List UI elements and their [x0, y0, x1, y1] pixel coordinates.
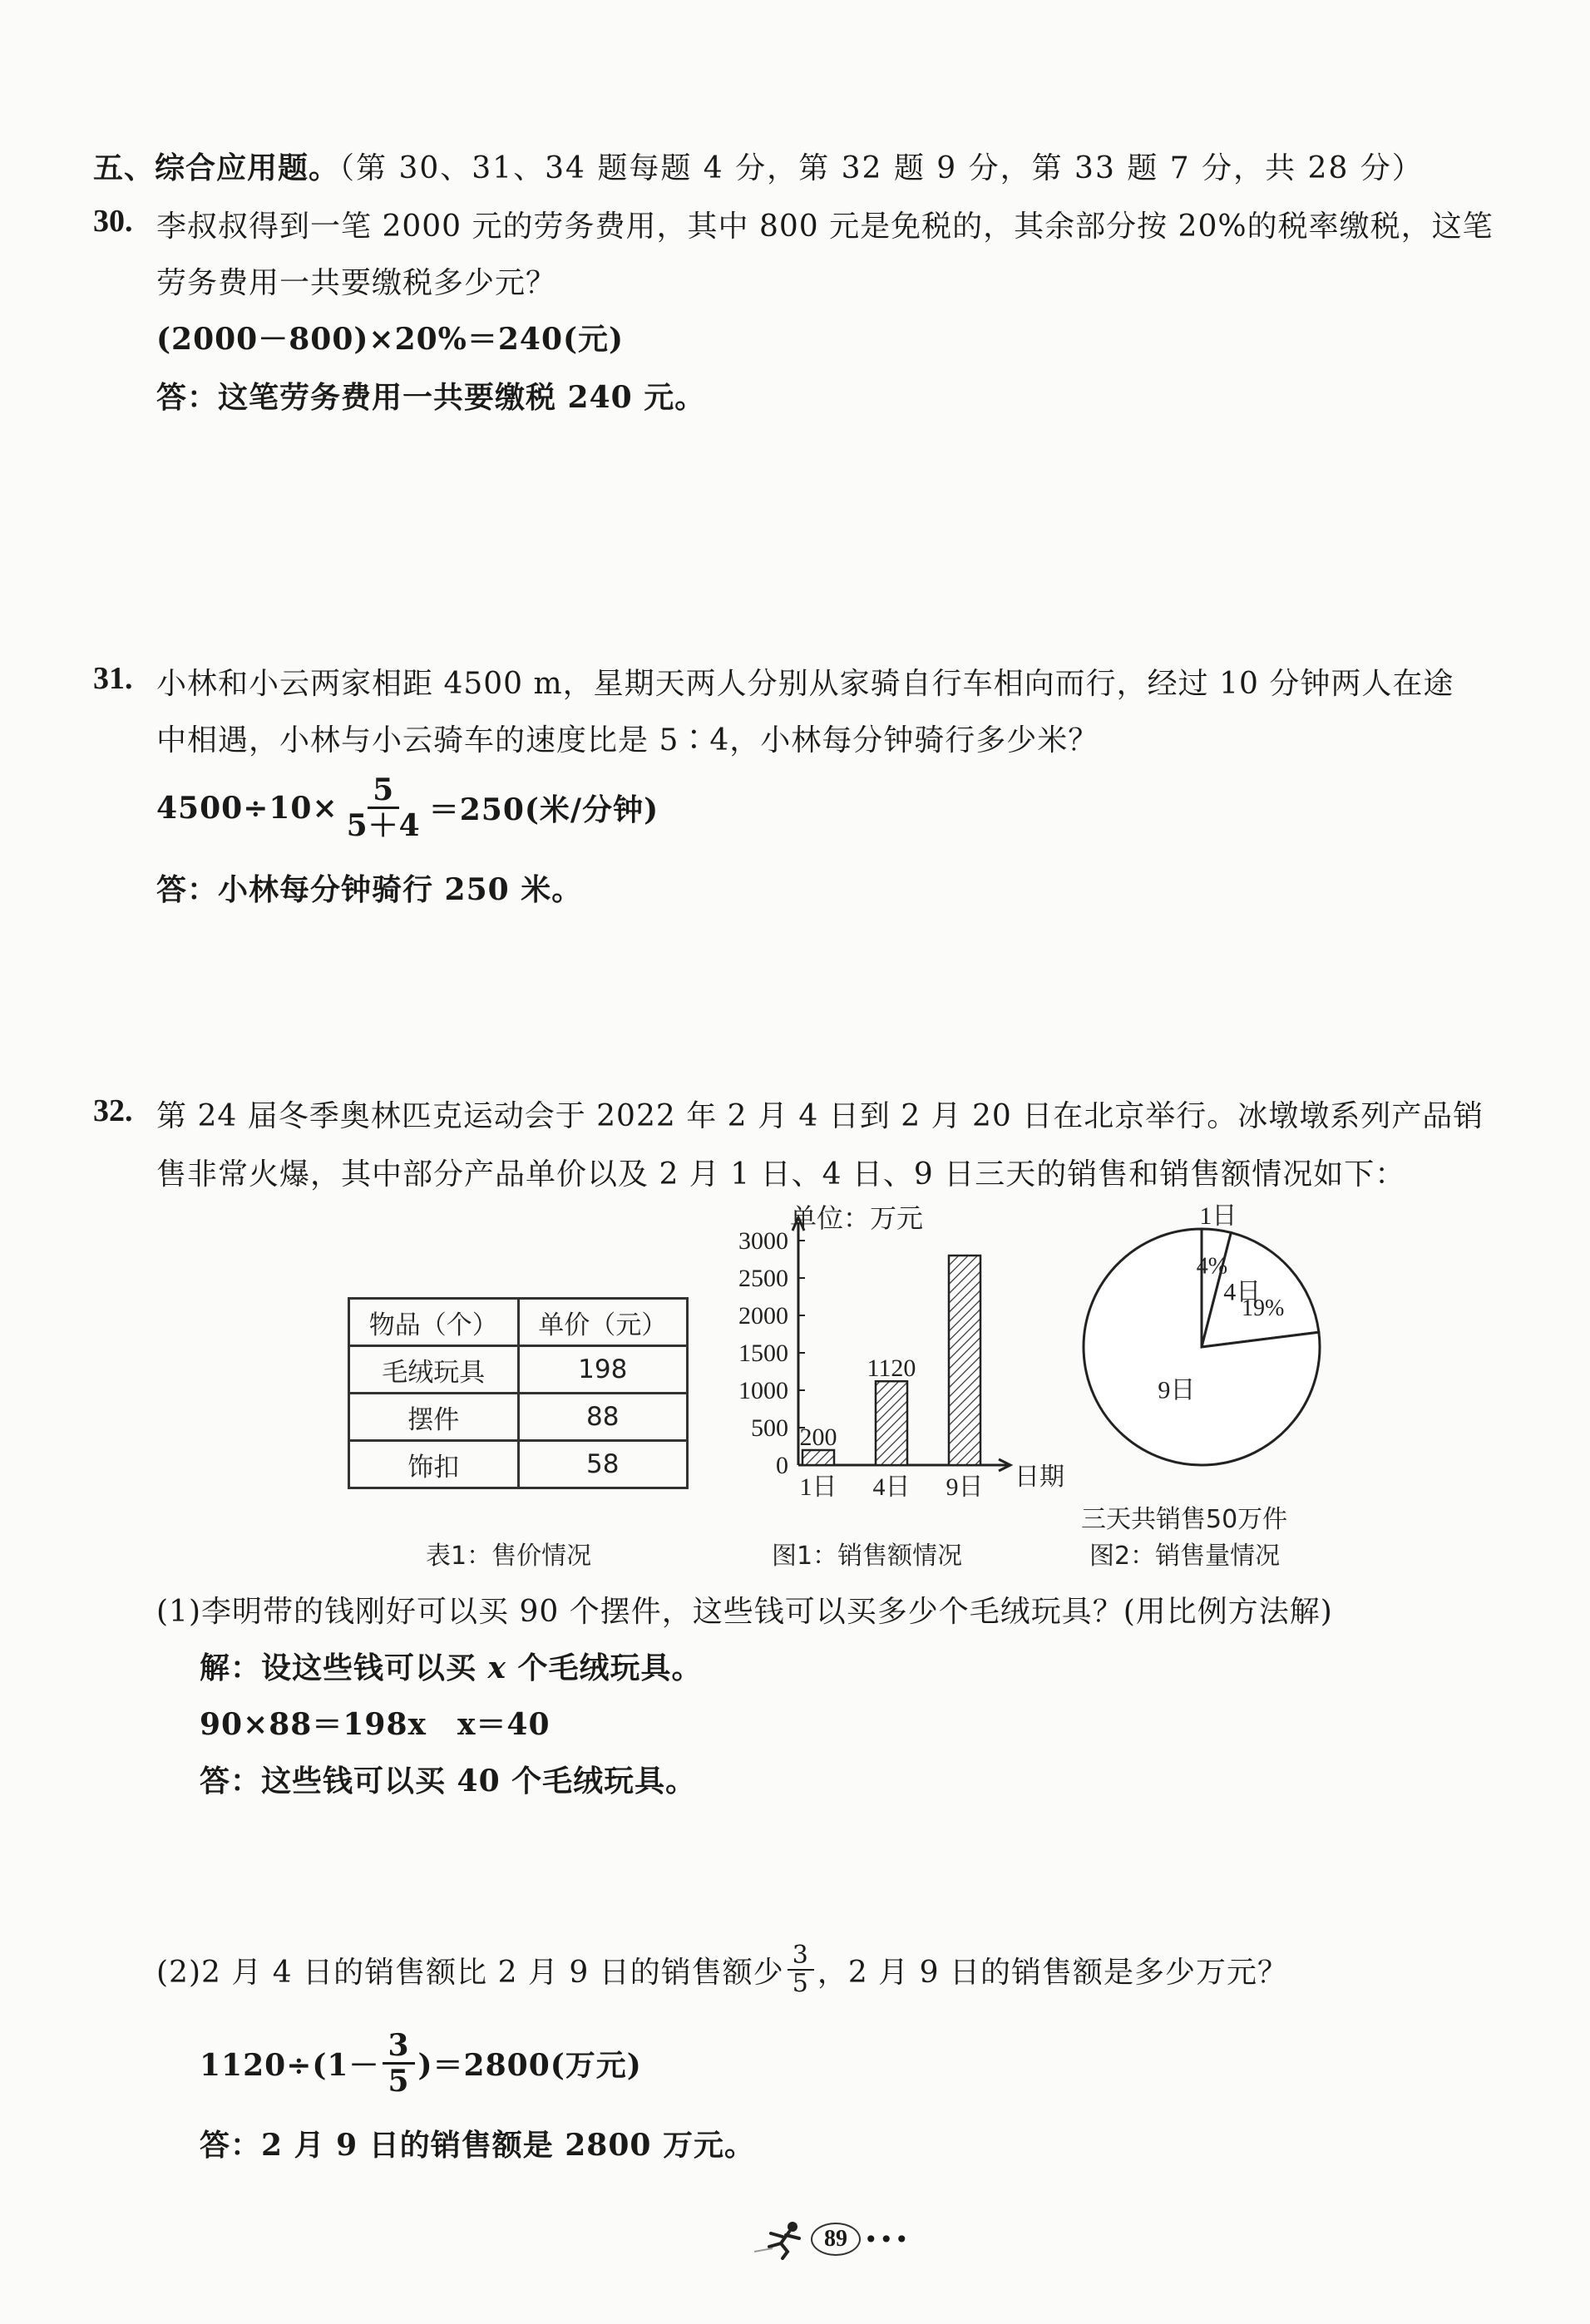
table-caption: 表1：售价情况 [426, 1542, 592, 1571]
table-header-cell: 单价（元） [518, 1299, 688, 1346]
solution-text: 解：设这些钱可以买 [200, 1650, 488, 1685]
calculation [156, 773, 659, 842]
y-tick-label: 1000 [738, 1377, 788, 1404]
calculation: (2000－800)×20%＝240(元) [156, 322, 625, 357]
solution-text: 个毛绒玩具。 [506, 1650, 703, 1685]
y-tick-label: 0 [776, 1452, 788, 1479]
calc-part: 1120÷(1－ [200, 2048, 380, 2083]
y-tick-label: 2500 [738, 1265, 788, 1292]
section-title: 五、综合应用题。 [93, 150, 340, 185]
x-tick-label: 4日 [872, 1473, 911, 1501]
y-tick-label: 500 [751, 1414, 788, 1442]
question-text: ，2 月 9 日的销售额是多少万元？ [817, 1955, 1288, 1990]
sales-pie-chart [1064, 1197, 1339, 1497]
question-text-line: 李叔叔得到一笔 2000 元的劳务费用，其中 800 元是免税的，其余部分按 20%的税率缴税，这笔 [156, 210, 1494, 244]
fraction-denominator: 5 [388, 2064, 410, 2099]
pie-slice-value: 4% [1196, 1253, 1228, 1280]
answer: 答：2 月 9 日的销售额是 2800 万元。 [200, 2128, 755, 2163]
answer: 答：这些钱可以买 40 个毛绒玩具。 [200, 1764, 697, 1799]
fraction-numerator: 3 [788, 1942, 814, 1971]
table-cell: 198 [518, 1346, 688, 1394]
y-tick-labels [738, 1227, 788, 1479]
table-row [349, 1346, 688, 1394]
fraction-denominator: 5 [792, 1969, 809, 1998]
calc-part: ＝250(米/分钟) [428, 792, 659, 827]
fraction [383, 2029, 414, 2098]
variable: x [487, 1650, 507, 1685]
x-axis-label: 日期 [1015, 1463, 1064, 1491]
calculation [200, 2029, 642, 2098]
page-footer [753, 2218, 911, 2260]
pie-chart-note: 三天共销售50万件 [1081, 1505, 1288, 1534]
page-number: 89 [811, 2223, 861, 2256]
bar [876, 1381, 907, 1465]
table-header-cell: 物品（个） [349, 1299, 519, 1346]
x-tick-label: 9日 [946, 1473, 984, 1501]
y-tick-label: 2000 [738, 1302, 788, 1330]
bar-chart-caption: 图1：销售额情况 [772, 1542, 963, 1571]
question-number: 32. [93, 1093, 133, 1128]
sales-bar-chart [715, 1197, 1064, 1513]
runner-icon [753, 2218, 811, 2260]
bar-data-label: 1120 [867, 1354, 916, 1383]
bar [802, 1450, 834, 1465]
pie-slice-label: 9日 [1158, 1376, 1196, 1404]
bars [800, 1256, 981, 1465]
table-row [349, 1394, 688, 1441]
question-text-line: 第 24 届冬季奥林匹克运动会于 2022 年 2 月 4 日到 2 月 20 日在北京举行。冰墩墩系列产品销 [156, 1099, 1484, 1133]
table-header-row [349, 1299, 688, 1346]
answer: 答：小林每分钟骑行 250 米。 [156, 872, 583, 907]
x-tick-labels [800, 1473, 984, 1501]
sub-question-1: (1)李明带的钱刚好可以买 90 个摆件，这些钱可以买多少个毛绒玩具？(用比例方法解) [156, 1595, 1333, 1629]
pie-slice-label: 1日 [1199, 1202, 1237, 1231]
calc-part: 4500÷10× [156, 790, 338, 826]
table-cell: 58 [518, 1441, 688, 1488]
pie-slice-label: 4日 [1223, 1278, 1262, 1306]
question-text-line: 小林和小云两家相距 4500 m，星期天两人分别从家骑自行车相向而行，经过 10 分钟两人在途 [156, 667, 1454, 701]
y-tick-label: 3000 [738, 1227, 788, 1255]
question-number: 31. [93, 661, 133, 696]
pie-chart-caption: 图2：销售量情况 [1089, 1542, 1281, 1571]
table-cell: 饰扣 [349, 1441, 519, 1488]
fraction-denominator: 5＋4 [346, 808, 421, 843]
table-cell: 88 [518, 1394, 688, 1441]
fraction [788, 1942, 814, 1997]
answer: 答：这笔劳务费用一共要缴税 240 元。 [156, 380, 706, 415]
y-axis-label: 单位：万元 [790, 1203, 924, 1233]
bar [949, 1256, 980, 1465]
fraction [342, 773, 426, 842]
calc-part: )＝2800(万元) [417, 2048, 642, 2083]
fraction-numerator: 3 [383, 2029, 414, 2065]
section-note: （第 30、31、34 题每题 4 分，第 32 题 9 分，第 33 题 7 分，共 28 分） [339, 151, 1424, 185]
table-row [349, 1441, 688, 1488]
pie-slice-value: 19% [1242, 1295, 1285, 1321]
fraction-numerator: 5 [368, 773, 399, 809]
x-tick-label: 1日 [799, 1473, 837, 1501]
question-number: 30. [93, 204, 133, 239]
bar-data-label: 200 [799, 1424, 837, 1451]
question-text-line: 中相遇，小林与小云骑车的速度比是 5∶4，小林每分钟骑行多少米？ [156, 723, 1099, 757]
section-header [93, 145, 1424, 187]
question-text-line: 劳务费用一共要缴税多少元？ [156, 266, 557, 300]
sub-question-2 [156, 1942, 1288, 1997]
price-table [348, 1297, 689, 1489]
footer-dots-icon: ••• [864, 2225, 911, 2253]
question-text-line: 售非常火爆，其中部分产品单价以及 2 月 1 日、4 日、9 日三天的销售和销售额情况如下： [156, 1157, 1406, 1192]
table-cell: 摆件 [349, 1394, 519, 1441]
y-tick-label: 1500 [738, 1340, 788, 1367]
question-text: (2)2 月 4 日的销售额比 2 月 9 日的销售额少 [156, 1955, 784, 1990]
solution-step [200, 1645, 703, 1687]
table-cell: 毛绒玩具 [349, 1346, 519, 1394]
solution-equation: 90×88＝198x x＝40 [200, 1707, 551, 1742]
